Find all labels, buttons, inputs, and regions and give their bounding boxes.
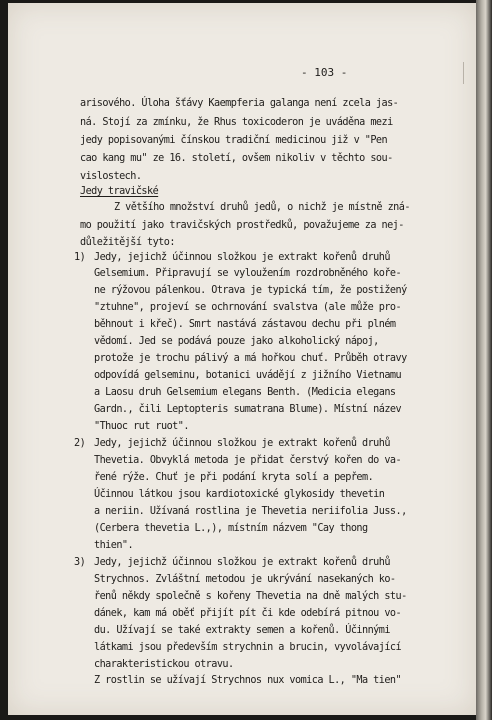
text-line: cao kang mu" ze 16. století, ovšem nikoliv v těchto sou-	[80, 153, 393, 164]
text-line: mo použití jako travičských prostředků, považujeme za nej-	[80, 220, 404, 231]
page-number: - 103 -	[301, 66, 348, 79]
text-line: ne rýžovou pálenkou. Otrava je typická tím, že postižený	[94, 285, 407, 296]
text-line: dánek, kam má oběť přijít pít či kde odebírá pitnou vo-	[94, 608, 402, 619]
text-line: charakteristickou otravu.	[94, 659, 234, 670]
text-line: běhnout i křeč). Smrt nastává zástavou dechu při plném	[94, 319, 396, 330]
text-line: Thevetia. Obvyklá metoda je přidat čerstvý kořen do va-	[94, 455, 402, 466]
pencil-mark	[463, 62, 464, 84]
list-number: 2)	[74, 438, 86, 449]
text-line: jedy popisovanými čínskou tradiční medicinou již v "Pen	[80, 135, 388, 146]
text-line: "Thuoc rut ruot".	[94, 421, 189, 432]
text-line: Jedy, jejichž účinnou složkou je extrakt kořenů druhů	[94, 557, 390, 568]
text-line: a Laosu druh Gelsemium elegans Benth. (Medicia elegans	[94, 387, 396, 398]
text-line: du. Užívají se také extrakty semen a kořenů. Účinnými	[94, 625, 390, 636]
text-line: thien".	[94, 540, 134, 551]
section-heading: Jedy travičské	[80, 186, 159, 197]
page-edge-shadow	[476, 0, 492, 720]
text-line: vislostech.	[80, 171, 142, 182]
text-line: Z rostlin se užívají Strychnos nux vomica L., "Ma tien"	[94, 675, 402, 686]
text-line: řené rýže. Chuť je při podání kryta solí a pepřem.	[94, 472, 374, 483]
text-line: ná. Stojí za zmínku, že Rhus toxicoderon je uváděna mezi	[80, 117, 393, 128]
text-line: vědomí. Jed se podává pouze jako alkoholický nápoj,	[94, 336, 379, 347]
text-line: Strychnos. Zvláštní metodou je ukrývání nasekaných ko-	[94, 574, 396, 585]
text-line: odpovídá gelseminu, botanici uvádějí z jižního Vietnamu	[94, 370, 402, 381]
text-line: "ztuhne", projeví se ochrnování svalstva (ale může pro-	[94, 302, 402, 313]
text-line: řenů někdy společně s kořeny Thevetia na dně malých stu-	[94, 591, 407, 602]
list-number: 1)	[74, 252, 86, 263]
text-line: Účinnou látkou jsou kardiotoxické glykosidy thevetin	[94, 489, 385, 500]
text-line: Jedy, jejichž účinnou složkou je extrakt kořenů druhů	[94, 438, 390, 449]
text-line: důležitější tyto:	[80, 237, 175, 248]
text-line: protože je trochu pálivý a má hořkou chuť. Průběh otravy	[94, 353, 407, 364]
text-line: látkami jsou především strychnin a brucin, vyvolávající	[94, 642, 402, 653]
text-line: a neriin. Užívaná rostlina je Thevetia neriifolia Juss.,	[94, 506, 407, 517]
list-number: 3)	[74, 557, 86, 568]
text-line: Gardn., čili Leptopteris sumatrana Blume). Místní název	[94, 404, 402, 415]
text-line: Jedy, jejichž účinnou složkou je extrakt kořenů druhů	[94, 252, 390, 263]
text-line: Gelsemium. Připravují se vyloužením rozdrobněného koře-	[94, 268, 402, 279]
text-line: arisového. Úloha šťávy Kaempferia galanga není zcela jas-	[80, 98, 399, 109]
text-line: (Cerbera thevetia L.,), místním názvem "Cay thong	[94, 523, 368, 534]
text-line: Z většího množství druhů jedů, o nichž je místně zná-	[114, 202, 410, 213]
